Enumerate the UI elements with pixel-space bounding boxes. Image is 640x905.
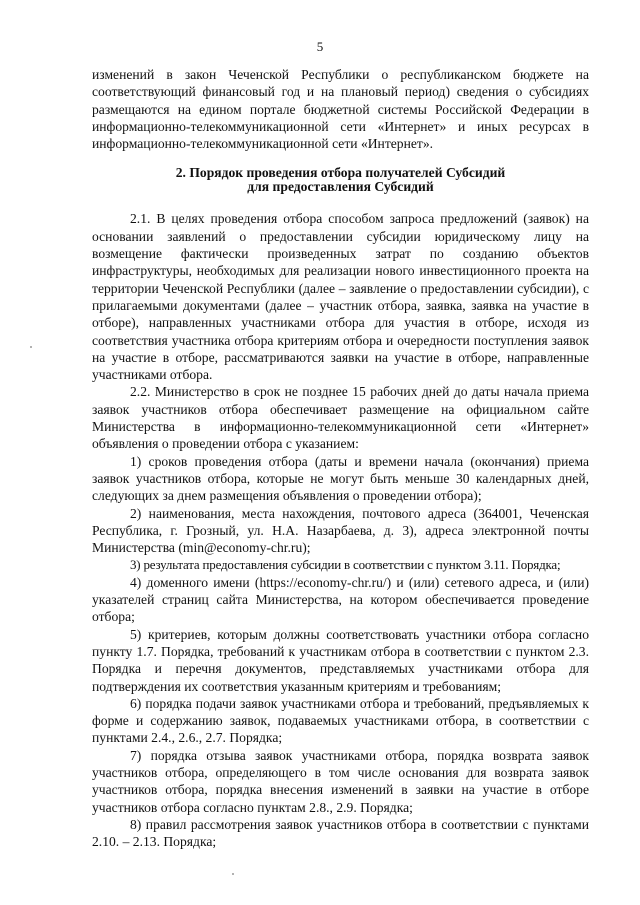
paragraph-2-1: 2.1. В целях проведения отбора способом запроса предложений (заявок) на основании заявлений о предоставлении субсидии юридическому лицу на возмещение фактически произведенных затрат по созданию объектов инфраструктуры, необходимых для реализации нового инвестиционного проекта на территории Чеченской Республики (далее – заявление о предоставлении субсидии), с прилагаемыми документами (далее – участник отбора, заявка, заявка на участие в отборе), направленных участниками отбора для участия в отборе, исходя из соответствия участника отбора критериям отбора и очередности поступления заявок на участие в отборе, рассматриваются заявки на участие в отборе, направленные участниками отбора. <box>92 211 589 383</box>
list-item-4: 4) доменного имени (https://economy-chr.ru/) и (или) сетевого адреса, и (или) указателей страниц сайта Министерства, на котором обеспечивается проведение отбора; <box>92 574 589 625</box>
section-title <box>92 166 589 194</box>
intro-paragraph: изменений в закон Чеченской Республики о республиканском бюджете на соответствующий финансовый год и на плановый период) сведения о субсидиях размещаются на едином портале бюджетной системы Российской Федерации в информационно-телекоммуникационной сети «Интернет» и иных ресурсах в информационно-телекоммуникационной сети «Интернет». <box>92 67 589 152</box>
page-number: 5 <box>316 39 324 54</box>
scan-speck <box>30 346 32 348</box>
scan-speck <box>232 873 234 875</box>
section-title-line-2: для предоставления Субсидий <box>247 179 434 195</box>
list-item-7: 7) порядка отзыва заявок участниками отбора, порядка возврата заявок участников отбора, определяющего в том числе основания для возврата заявок участников отбора, порядка внесения изменений в заявки на участие в отборе участников отбора согласно пунктам 2.8., 2.9. Порядка; <box>92 747 589 815</box>
list-item-6: 6) порядка подачи заявок участниками отбора и требований, предъявляемых к форме и содержанию заявок, подаваемых участниками отбора, в соответствии с пунктами 2.4., 2.6., 2.7. Порядка; <box>92 695 589 746</box>
section-title-line-1: 2. Порядок проведения отбора получателей Субсидий <box>175 165 506 181</box>
list-item-2: 2) наименования, места нахождения, почтового адреса (364001, Чеченская Республика, г. Грозный, ул. Н.А. Назарбаева, д. 3), адреса электронной почты Министерства (min@economy-chr.ru); <box>92 505 589 556</box>
paragraph-2-2: 2.2. Министерство в срок не позднее 15 рабочих дней до даты начала приема заявок участников отбора обеспечивает размещение на официальном сайте Министерства в информационно-телекоммуникационной сети «Интернет» объявления о проведении отбора с указанием: <box>92 384 589 452</box>
document-body <box>92 66 589 850</box>
list-item-8: 8) правил рассмотрения заявок участников отбора в соответствии с пунктами 2.10. – 2.13. Порядка; <box>92 816 589 850</box>
list-item-3: 3) результата предоставления субсидии в соответствии с пунктом 3.11. Порядка; <box>130 557 561 573</box>
list-item-1: 1) сроков проведения отбора (даты и времени начала (окончания) приема заявок участников отбора, которые не могут быть меньше 30 календарных дней, следующих за днем размещения объявления о проведении отбора); <box>92 453 589 504</box>
list-item-5: 5) критериев, которым должны соответствовать участники отбора согласно пункту 1.7. Порядка, требований к участникам отбора в соответствии с пунктом 2.3. Порядка и перечня документов, представляемых участниками отбора для подтверждения их соответствия указанным критериям и требованиям; <box>92 626 589 694</box>
